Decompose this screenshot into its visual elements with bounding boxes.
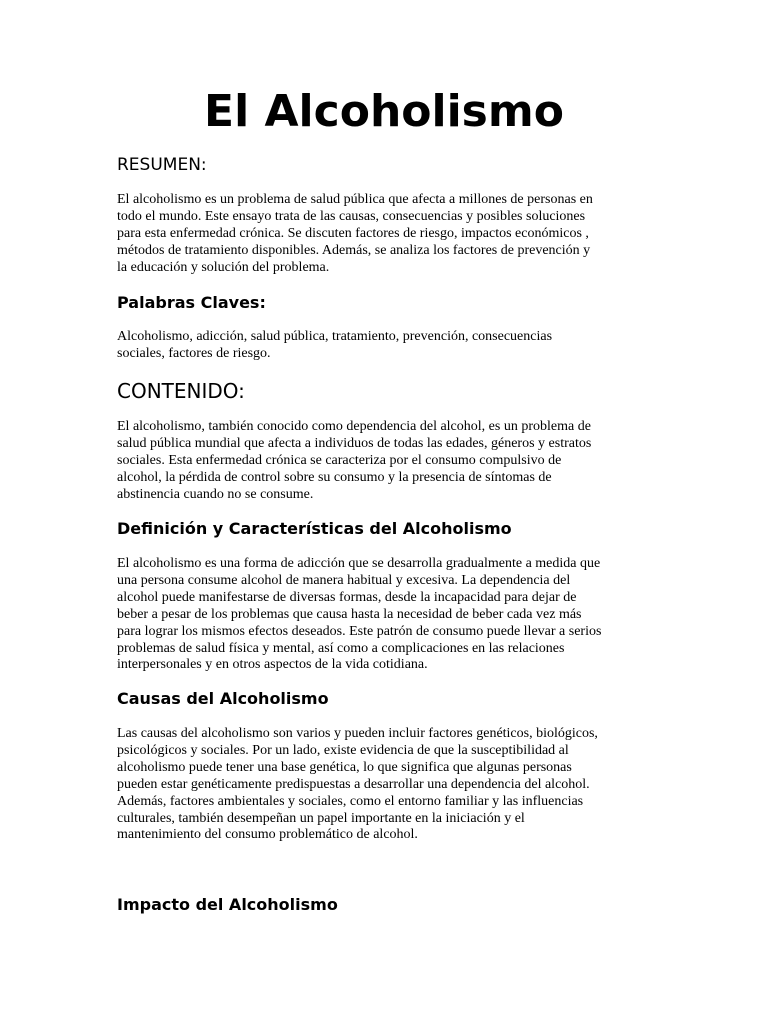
definicion-line: beber a pesar de los problemas que causa hasta la necesidad de beber cada vez más (117, 606, 582, 622)
definicion-line: interpersonales y en otros aspectos de la vida cotidiana. (117, 657, 428, 673)
keywords-paragraph (117, 329, 662, 363)
resumen-line: para esta enfermedad crónica. Se discuten factores de riesgo, impactos económicos , (117, 225, 589, 241)
resumen-line: la educación y solución del problema. (117, 259, 330, 275)
contenido-line: abstinencia cuando no se consume. (117, 486, 314, 502)
keywords-line: Alcoholismo, adicción, salud pública, tratamiento, prevención, consecuencias (117, 329, 553, 344)
causas-line: pueden estar genéticamente predispuestas a desarrollar una dependencia del alcohol. (117, 776, 590, 792)
contenido-label: CONTENIDO: (117, 379, 245, 403)
causas-line: mantenimiento del consumo problemático de alcohol. (117, 827, 418, 843)
resumen-line: El alcoholismo es un problema de salud pública que afecta a millones de personas en (117, 192, 593, 207)
definicion-line: alcohol puede manifestarse de diversas formas, desde la incapacidad para dejar de (117, 589, 577, 605)
definicion-line: El alcoholismo es una forma de adicción que se desarrolla gradualmente a medida que (117, 556, 601, 571)
definicion-line: para lograr los mismos efectos deseados. Este patrón de consumo puede llevar a serios (117, 623, 602, 639)
causas-line: alcoholismo puede tener una base genética, lo que significa que algunas personas (117, 759, 572, 775)
contenido-line: salud pública mundial que afecta a individuos de todas las edades, géneros y estratos (117, 435, 592, 451)
keywords-line: sociales, factores de riesgo. (117, 345, 271, 361)
contenido-line: El alcoholismo, también conocido como dependencia del alcohol, es un problema de (117, 419, 591, 434)
keywords-heading: Palabras Claves: (117, 293, 266, 312)
causas-heading: Causas del Alcoholismo (117, 689, 329, 708)
definicion-line: problemas de salud física y mental, así como a complicaciones en las relaciones (117, 640, 565, 656)
definicion-heading: Definición y Características del Alcoholismo (117, 519, 512, 538)
definicion-paragraph (117, 556, 662, 674)
contenido-line: sociales. Esta enfermedad crónica se caracteriza por el consumo compulsivo de (117, 452, 562, 468)
impacto-heading: Impacto del Alcoholismo (117, 895, 338, 914)
causas-line: culturales, también desempeñan un papel importante en la iniciación y el (117, 810, 525, 826)
resumen-line: métodos de tratamiento disponibles. Además, se analiza los factores de prevención y (117, 242, 591, 258)
causas-line: Las causas del alcoholismo son varios y pueden incluir factores genéticos, biológicos, (117, 726, 598, 741)
definicion-line: una persona consume alcohol de manera habitual y excesiva. La dependencia del (117, 572, 571, 588)
contenido-line: alcohol, la pérdida de control sobre su consumo y la presencia de síntomas de (117, 469, 552, 485)
resumen-label: RESUMEN: (117, 155, 207, 175)
resumen-line: todo el mundo. Este ensayo trata de las causas, consecuencias y posibles soluciones (117, 208, 586, 224)
causas-paragraph (117, 726, 662, 844)
causas-line: psicológicos y sociales. Por un lado, existe evidencia de que la susceptibilidad al (117, 742, 569, 758)
document-title: El Alcoholismo (204, 86, 564, 137)
resumen-paragraph (117, 192, 662, 277)
causas-line: Además, factores ambientales y sociales, como el entorno familiar y las influencias (117, 793, 584, 809)
contenido-paragraph (117, 419, 662, 504)
